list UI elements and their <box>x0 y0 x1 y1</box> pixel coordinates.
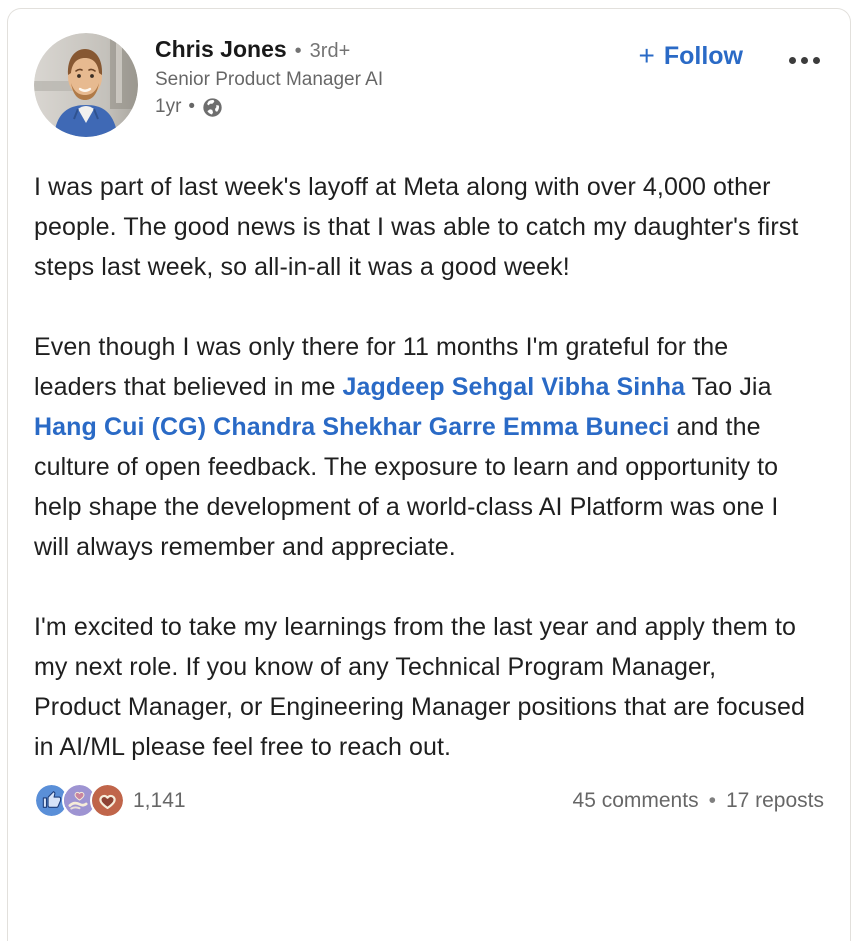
follow-button[interactable] <box>638 39 743 71</box>
header-actions <box>638 33 824 71</box>
meta-separator: • <box>188 96 196 117</box>
degree-separator: • <box>294 40 302 62</box>
reposts-count-link[interactable]: 17 reposts <box>725 788 824 812</box>
mention-link[interactable]: Vibha Sinha <box>541 373 686 401</box>
mention-link[interactable]: Chandra Shekhar Garre <box>213 413 496 441</box>
globe-public-icon <box>202 97 223 118</box>
love-reaction-icon <box>90 783 125 818</box>
comments-reposts <box>573 789 824 813</box>
avatar-image <box>34 33 138 137</box>
mention-link[interactable]: Hang Cui (CG) <box>34 413 207 441</box>
actor-headline: Senior Product Manager AI <box>155 69 384 90</box>
comments-count-link[interactable]: 45 comments <box>572 788 699 812</box>
post-age: 1yr <box>155 96 182 117</box>
counts-separator: • <box>708 788 716 812</box>
plus-icon: + <box>638 39 655 71</box>
post-card <box>7 8 851 941</box>
actor-info <box>155 33 383 118</box>
reaction-icon-stack <box>34 783 125 818</box>
post-paragraph: I'm excited to take my learnings from the last year and apply them to my next role. If you know of any Technical Program Manager, Product Manager, or Engineering Manager positions that are focused in AI/ML please feel free to reach out. <box>34 613 805 761</box>
post-paragraph: Even though I was only there for 11 months I'm grateful for the leaders that believed in me Jagdeep Sehgal Vibha Sinha Tao Jia Hang Cui (CG) Chandra Shekhar Garre Emma Buneci and the culture of open feedback. The exposure to learn and opportunity to help shape the development of a world-class AI Platform was one I will always remember and appreciate. <box>34 333 779 561</box>
social-counts-bar <box>34 783 824 818</box>
post-header <box>34 33 824 137</box>
overflow-menu-icon[interactable] <box>785 53 824 68</box>
reactions-summary[interactable] <box>34 783 186 818</box>
post-paragraph: I was part of last week's layoff at Meta along with over 4,000 other people. The good news is that I was able to catch my daughter's first steps last week, so all-in-all it was a good week! <box>34 173 799 281</box>
actor-name-link[interactable]: Chris Jones <box>155 36 287 62</box>
mention-link[interactable]: Emma Buneci <box>502 413 670 441</box>
connection-degree: 3rd+ <box>309 40 351 62</box>
follow-button-label: Follow <box>663 42 743 70</box>
post-meta-row <box>155 96 383 118</box>
mention-link[interactable]: Jagdeep Sehgal <box>342 373 535 401</box>
reaction-count: 1,141 <box>133 788 186 812</box>
avatar[interactable] <box>34 33 138 137</box>
post-body <box>34 167 809 767</box>
actor-name-row <box>155 36 383 63</box>
